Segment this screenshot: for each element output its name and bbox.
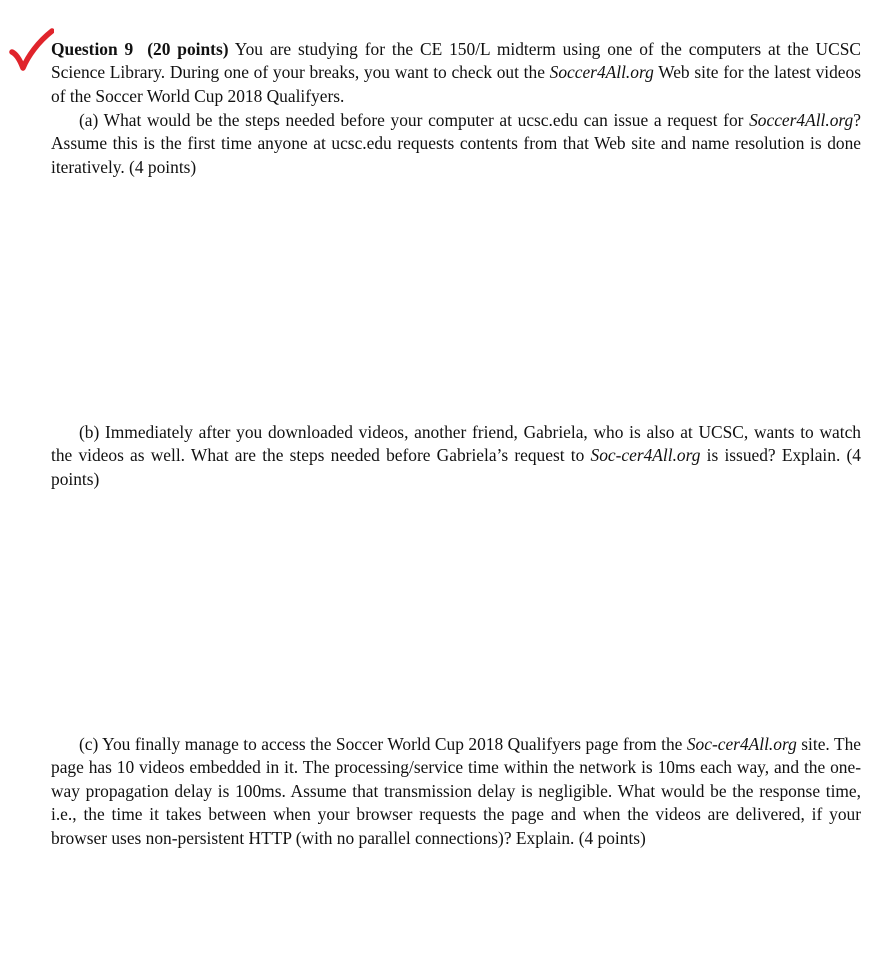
check-mark-stroke: [12, 31, 52, 68]
question-intro-text-1: You are studying for the CE 150/L midterm using one of the computers at the UCSC Science Library. During one of your breaks, you want to check out the: [51, 39, 861, 83]
part-b-question: [51, 421, 861, 491]
part-b-suffix: is issued? Explain. (4 points): [51, 445, 861, 489]
part-a-answer-space[interactable]: [51, 185, 861, 415]
part-a-question: [51, 109, 861, 179]
part-b-answer-space[interactable]: [51, 496, 861, 726]
question-label: Question 9: [51, 39, 134, 59]
question-site-name: Soccer4All.org: [549, 62, 654, 83]
part-c-site-name: Soc-cer4All.org: [686, 734, 797, 754]
question-points: (20 points): [147, 39, 229, 59]
part-b-prefix: (b) Immediately after you downloaded videos, another friend, Gabriela, who is also at UCSC, wants to watch the videos as well. What are the steps needed before Gabriela’s request to: [51, 422, 861, 466]
part-c-answer-space[interactable]: [51, 880, 861, 950]
question-intro-text-2: Web site for the latest videos of the Soccer World Cup 2018 Qualifyers.: [51, 62, 861, 106]
part-a-suffix: ? Assume this is the first time anyone at ucsc.edu requests contents from that Web site and name resolution is done iteratively. (4 points): [51, 110, 861, 177]
part-c-suffix: site. The page has 10 videos embedded in it. The processing/service time within the network is 10ms each way, and the one-way propagation delay is 100ms. Assume that transmission delay is negligible. What would be the response time, i.e., the time it takes between when your browser requests the page and when the videos are delivered, if your browser uses non-persistent HTTP (with no parallel connections)? Explain. (4 points): [51, 734, 861, 848]
part-b-site-name: Soc-cer4All.org: [590, 445, 701, 466]
part-c-question: [51, 733, 861, 850]
check-mark-icon: [8, 28, 54, 72]
question-intro: [51, 38, 861, 108]
part-a-site-name: Soccer4All.org: [749, 110, 854, 130]
part-c-prefix: (c) You finally manage to access the Soccer World Cup 2018 Qualifyers page from the: [79, 734, 687, 754]
part-a-prefix: (a) What would be the steps needed before your computer at ucsc.edu can issue a request for: [79, 110, 750, 130]
